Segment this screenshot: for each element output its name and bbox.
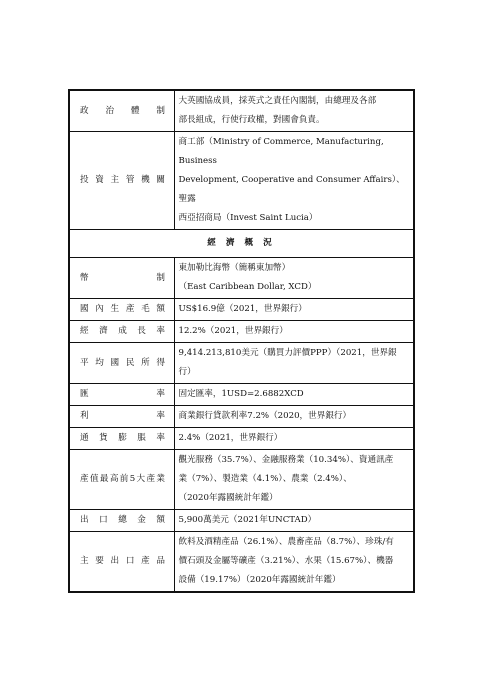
row-label: 主要出口產品 (69, 532, 174, 593)
row-label: 政治體制 (69, 90, 174, 132)
row-value (174, 510, 414, 532)
value-line: 東加勒比海幣（簡稱東加幣） (178, 263, 291, 273)
table-row (69, 450, 414, 510)
row-value (174, 428, 414, 450)
value-line: 行） (178, 367, 196, 377)
table-row (69, 532, 414, 593)
economy-section (69, 258, 414, 593)
row-value (174, 532, 414, 593)
value-line: 業（7%）、製造業（4.1%）、農業（2.4%）、 (178, 474, 352, 484)
value-line: 價石頭及金屬等礦產（3.21%）、水果（15.67%）、機器 (178, 556, 394, 566)
value-line: 固定匯率，1USD=2.6882XCD (178, 389, 304, 399)
table-row (69, 321, 414, 343)
table-row (69, 299, 414, 321)
table-row (69, 384, 414, 406)
row-value (174, 299, 414, 321)
value-line: （East Caribbean Dollar, XCD） (178, 282, 317, 292)
row-label: 國內生產毛額 (69, 299, 174, 321)
row-value (174, 321, 414, 343)
political-section (69, 90, 414, 230)
value-line: 2.4%（2021，世界銀行） (178, 433, 283, 443)
value-line: 西亞招商局（Invest Saint Lucia） (178, 213, 318, 223)
value-line: 觀光服務（35.7%）、金融服務業（10.34%）、資通訊產 (178, 455, 394, 465)
row-value (174, 90, 414, 132)
table-row (69, 343, 414, 384)
row-label: 產值最高前5大產業 (69, 450, 174, 510)
value-line: US$16.9億（2021，世界銀行） (178, 304, 307, 314)
value-line: 12.2%（2021，世界銀行） (178, 326, 288, 336)
row-label: 經濟成長率 (69, 321, 174, 343)
value-line: （2020年露國統計年鑑） (178, 493, 278, 503)
country-info-table (68, 89, 415, 593)
row-value (174, 406, 414, 428)
value-line: 商業銀行貸款利率7.2%（2020，世界銀行） (178, 411, 352, 421)
value-line: 飲料及酒精產品（26.1%）、農畜產品（8.7%）、珍珠/有 (178, 537, 394, 547)
row-label: 投資主管機關 (69, 132, 174, 230)
value-line: 商工部（Ministry of Commerce, Manufacturing, Business (178, 137, 384, 166)
value-line: 大英國協成員，採英式之責任內閣制，由總理及各部 (178, 96, 377, 106)
value-line: Development, Cooperative and Consumer Affairs）、聖露 (178, 175, 405, 204)
table-row (69, 90, 414, 132)
value-line: 部長組成，行使行政權，對國會負責。 (178, 115, 325, 125)
row-value (174, 450, 414, 510)
row-label: 平均國民所得 (69, 343, 174, 384)
section-header-row (69, 230, 414, 258)
value-line: 設備（19.17%）（2020年露國統計年鑑） (178, 575, 341, 585)
table-row (69, 132, 414, 230)
table-row (69, 406, 414, 428)
value-line: 9,414.213,810美元（購買力評價PPP）（2021，世界銀 (178, 348, 397, 358)
row-value (174, 258, 414, 299)
value-line: 5,900萬美元（2021年UNCTAD） (178, 515, 317, 525)
section-title-economy: 經濟概況 (69, 230, 414, 258)
row-label: 幣制 (69, 258, 174, 299)
table-row (69, 428, 414, 450)
economy-section-header (69, 230, 414, 258)
row-label: 通貨膨脹率 (69, 428, 174, 450)
table-row (69, 258, 414, 299)
row-value (174, 384, 414, 406)
row-label: 出口總金額 (69, 510, 174, 532)
row-value (174, 132, 414, 230)
row-label: 匯率 (69, 384, 174, 406)
row-value (174, 343, 414, 384)
table-row (69, 510, 414, 532)
row-label: 利率 (69, 406, 174, 428)
